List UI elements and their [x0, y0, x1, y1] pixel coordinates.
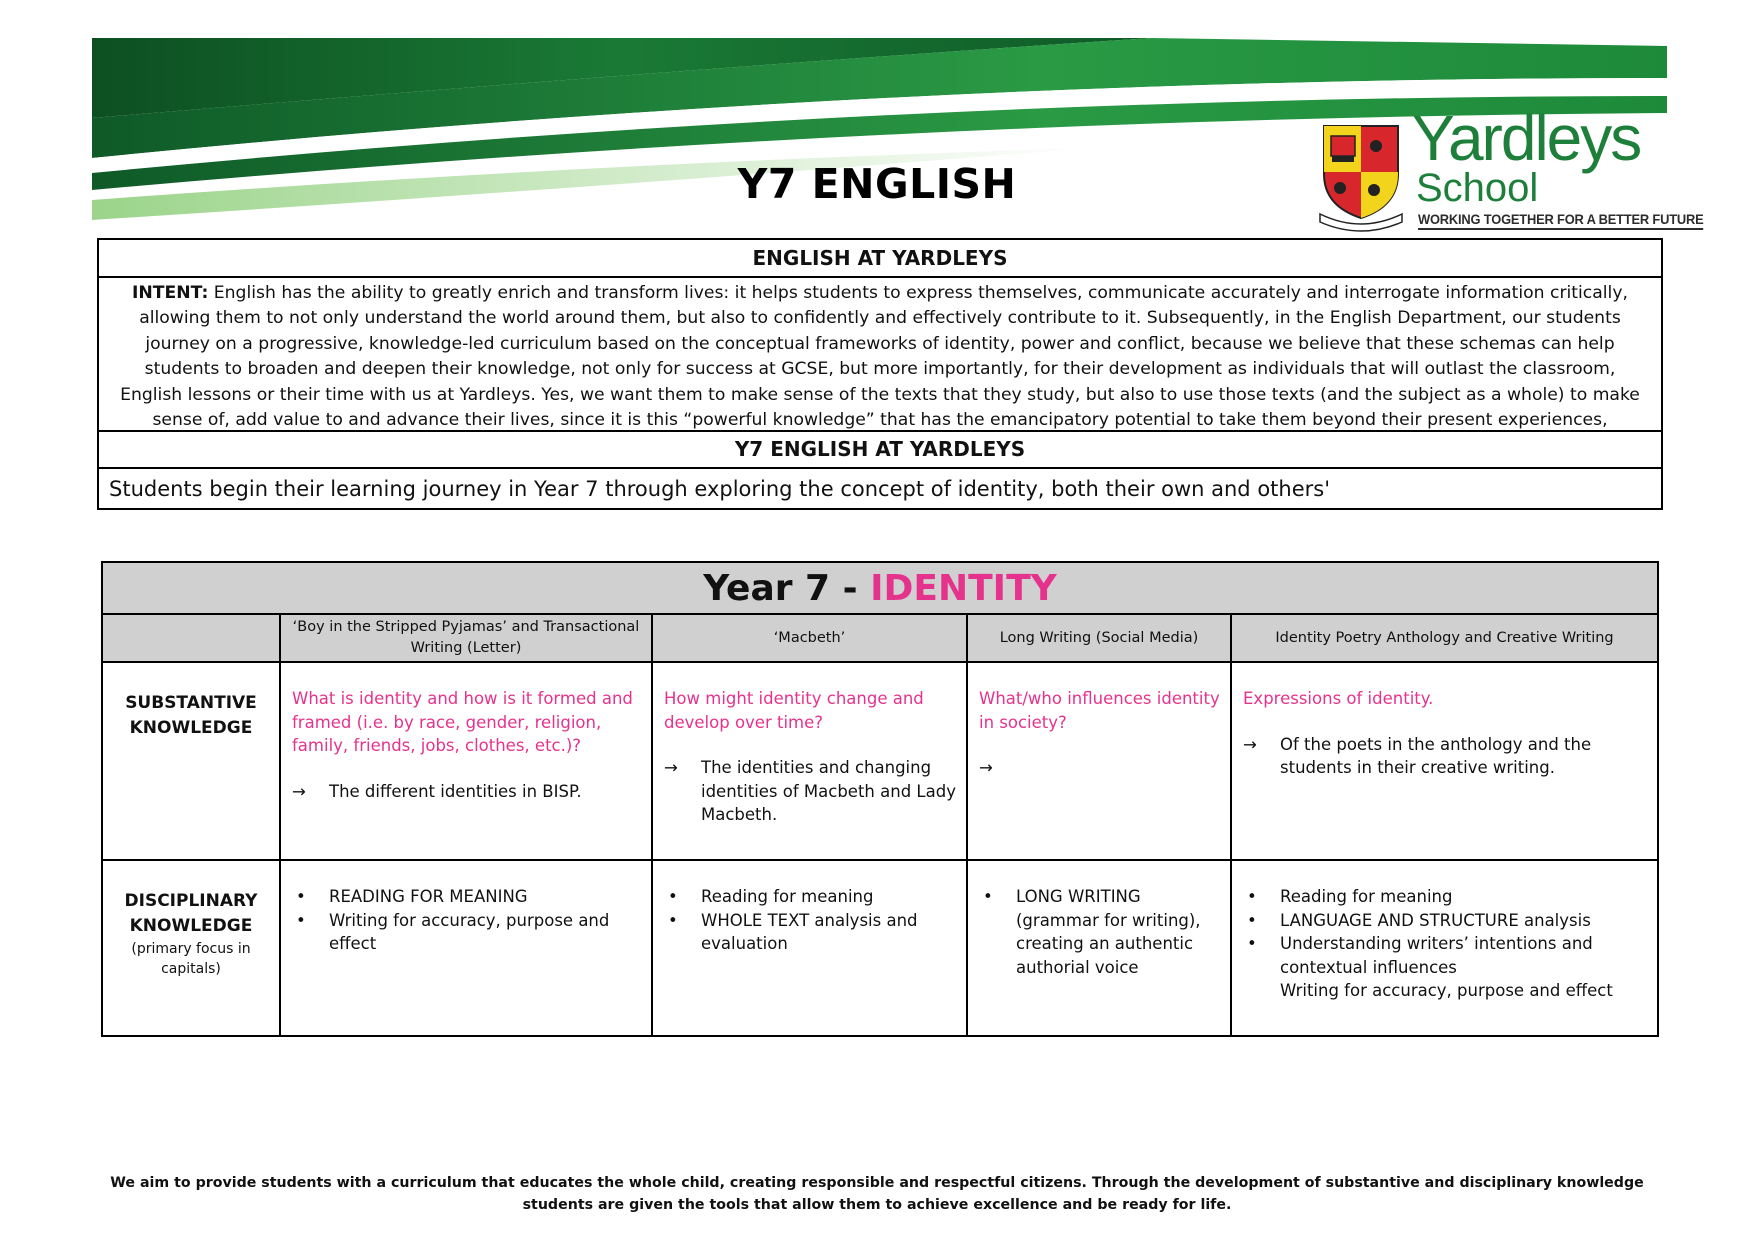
page-title: Y7 ENGLISH [737, 160, 1017, 208]
bullet-icon: • [1247, 934, 1257, 953]
list-item [1243, 932, 1647, 979]
arrow-icon: → [292, 781, 306, 801]
disciplinary-cell [280, 860, 652, 1036]
intro-heading: ENGLISH AT YARDLEYS [99, 240, 1661, 278]
column-header: Identity Poetry Anthology and Creative Writing [1231, 614, 1658, 662]
substantive-cell [280, 662, 652, 860]
point-text: Of the poets in the anthology and the students in their creative writing. [1280, 734, 1592, 777]
row-label-note: (primary focus in capitals) [131, 941, 251, 977]
point-text: The different identities in BISP. [329, 781, 582, 801]
bullet-text: WHOLE TEXT analysis and evaluation [701, 910, 918, 953]
intent-statement [99, 278, 1661, 432]
bullet-icon: • [983, 887, 993, 906]
corner-cell [102, 614, 280, 662]
column-header: ‘Boy in the Stripped Pyjamas’ and Transactional Writing (Letter) [280, 614, 652, 662]
disciplinary-cell [1231, 860, 1658, 1036]
bullet-text: Reading for meaning [1280, 887, 1453, 906]
bullet-icon: • [668, 887, 678, 906]
bullet-text: Writing for accuracy, purpose and effect [329, 910, 610, 953]
y7-summary: Students begin their learning journey in Year 7 through exploring the concept of identity, both their own and others' [109, 477, 1330, 501]
bullet-icon: • [296, 910, 306, 930]
key-question: Expressions of identity. [1243, 689, 1434, 708]
school-logo [1318, 102, 1704, 236]
intro-box [97, 238, 1663, 510]
logo-tagline: WORKING TOGETHER FOR A BETTER FUTURE [1418, 212, 1704, 230]
disciplinary-cell [652, 860, 967, 1036]
substantive-cell [1231, 662, 1658, 860]
list-item [292, 780, 641, 804]
row-label-substantive [102, 662, 280, 860]
list-item [664, 909, 956, 956]
disciplinary-cell [967, 860, 1231, 1036]
list-item [664, 885, 956, 909]
footer-statement: We aim to provide students with a curriculum that educates the whole child, creating responsible and respectful citizens. Through the development of substantive and disciplinary knowledge students are given the tools that allow them to achieve excellence and be ready for life. [110, 1175, 1644, 1213]
bullet-icon: • [1247, 910, 1257, 930]
key-question: What/who influences identity in society? [979, 689, 1220, 732]
list-item [664, 756, 956, 827]
column-header: Long Writing (Social Media) [967, 614, 1231, 662]
bullet-text: READING FOR MEANING [329, 887, 528, 906]
key-question: What is identity and how is it formed and framed (i.e. by race, gender, religion, family, friends, jobs, clothes, etc.)? [292, 689, 633, 755]
row-label-line: SUBSTANTIVE [125, 693, 257, 713]
logo-wordmark: Yardleys [1412, 102, 1641, 174]
bullet-text: Understanding writers’ intentions and contextual influences [1280, 934, 1593, 977]
bullet-text: LONG WRITING (grammar for writing), creating an authentic authorial voice [1016, 887, 1201, 977]
bullet-text: LANGUAGE AND STRUCTURE analysis [1280, 910, 1591, 930]
bullet-text: Reading for meaning [701, 887, 874, 906]
arrow-icon: → [1243, 734, 1257, 754]
bullet-icon: • [1247, 887, 1257, 906]
bullet-icon: • [296, 887, 306, 906]
continuation-text: Writing for accuracy, purpose and effect [1280, 981, 1613, 1000]
bullet-icon: • [668, 910, 678, 930]
y7-heading: Y7 ENGLISH AT YARDLEYS [99, 432, 1661, 469]
row-label-line: DISCIPLINARY [124, 891, 258, 911]
list-item [292, 885, 641, 909]
list-item [979, 756, 1220, 780]
table-title [102, 562, 1658, 614]
logo-wordmark-school: School [1416, 166, 1539, 210]
arrow-icon: → [664, 758, 678, 777]
intent-label: INTENT: [132, 283, 209, 303]
table-title-prefix: Year 7 - [703, 567, 871, 609]
row-label-line: KNOWLEDGE [129, 916, 253, 936]
list-item [1243, 885, 1647, 909]
column-header: ‘Macbeth’ [652, 614, 967, 662]
intent-text: English has the ability to greatly enrich and transform lives: it helps students to express themselves, communicate accurately and interrogate information critically, allowing them to not only understand the world around them, but also to confidently and effectively contribute to it. Subsequently, in the English Department, our students journey on a progressive, knowledge-led curriculum based on the conceptual frameworks of identity, power and conflict, because we believe that these schemas can help students to broaden and deepen their knowledge, not only for success at GCSE, but more importantly, for their development as individuals that will outlast the classroom, English lessons or their time with us at Yardleys. Yes, we want them to make sense of the texts that they study, but also to use those texts (and the subject as a whole) to make sense of, add value to and advance their lives, since it is this “powerful knowledge” that has the emancipatory potential to take them beyond their present experiences, [120, 283, 1640, 431]
list-item [292, 909, 641, 956]
row-label-disciplinary [102, 860, 280, 1036]
table-title-highlight: IDENTITY [870, 567, 1057, 609]
point-text: The identities and changing identities of Macbeth and Lady Macbeth. [701, 758, 956, 824]
list-item [979, 885, 1220, 979]
crest-icon [1318, 122, 1404, 232]
substantive-cell [652, 662, 967, 860]
row-label-line: KNOWLEDGE [129, 718, 253, 738]
substantive-cell [967, 662, 1231, 860]
list-item [1243, 733, 1647, 780]
curriculum-table [101, 561, 1659, 1037]
arrow-icon: → [979, 758, 993, 777]
key-question: How might identity change and develop over time? [664, 689, 924, 732]
list-item [1243, 909, 1647, 933]
